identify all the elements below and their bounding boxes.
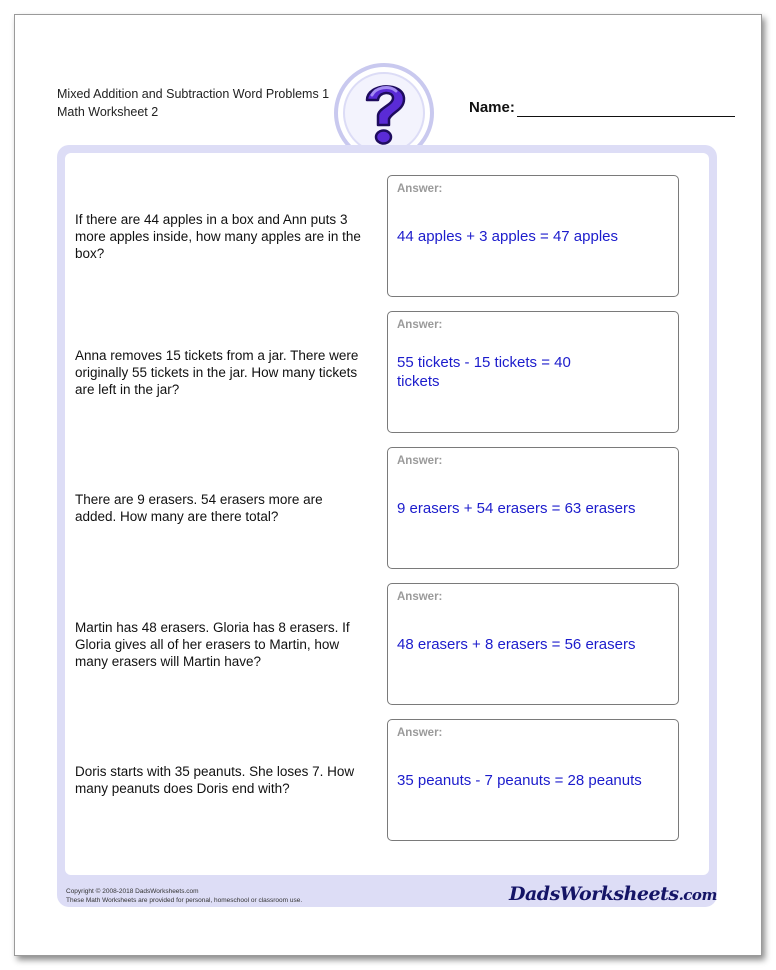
answer-box[interactable] (387, 447, 679, 569)
usage-note: These Math Worksheets are provided for personal, homeschool or classroom use. (66, 897, 303, 904)
brand-name: DadsWorksheets (509, 883, 679, 905)
worksheet-page (14, 14, 762, 956)
question-text: Doris starts with 35 peanuts. She loses 7. How many peanuts does Doris end with? (75, 764, 355, 796)
problems-panel (65, 153, 709, 875)
answer-label: Answer: (397, 319, 443, 331)
problem-row-3 (65, 447, 709, 583)
question-text: If there are 44 apples in a box and Ann puts 3 more apples inside, how many apples are in the box? (75, 211, 361, 261)
name-field-line[interactable] (517, 116, 735, 117)
answer-text: 35 peanuts - 7 peanuts = 28 peanuts (397, 771, 642, 789)
answer-text: 9 erasers + 54 erasers = 63 erasers (397, 499, 636, 517)
answer-box[interactable] (387, 583, 679, 705)
answer-box[interactable] (387, 175, 679, 297)
name-label: Name: (469, 99, 515, 116)
answer-text: 55 tickets - 15 tickets = 40 tickets (397, 354, 571, 390)
problem-row-1 (65, 175, 709, 311)
question-text: Anna removes 15 tickets from a jar. There were originally 55 tickets in the jar. How many tickets are left in the jar? (75, 347, 359, 397)
worksheet-title (57, 85, 329, 121)
problem-row-5 (65, 719, 709, 855)
answer-label: Answer: (397, 183, 443, 195)
problem-row-2 (65, 311, 709, 447)
answer-label: Answer: (397, 591, 443, 603)
brand-suffix: .com (678, 886, 717, 904)
answer-label: Answer: (397, 455, 443, 467)
answer-box[interactable] (387, 719, 679, 841)
problem-row-4 (65, 583, 709, 719)
brand-logo[interactable] (509, 883, 717, 905)
title-line-2: Math Worksheet 2 (57, 105, 159, 119)
question-text: Martin has 48 erasers. Gloria has 8 erasers. If Gloria gives all of her erasers to Martin, how many erasers will Martin have? (75, 619, 350, 669)
answer-text: 44 apples + 3 apples = 47 apples (397, 227, 619, 245)
copyright-text: Copyright © 2008-2018 DadsWorksheets.com (66, 888, 199, 895)
problems-frame (57, 145, 717, 907)
footer-text (66, 887, 302, 905)
question-text: There are 9 erasers. 54 erasers more are added. How many are there total? (75, 492, 323, 524)
answer-box[interactable] (387, 311, 679, 433)
answer-text: 48 erasers + 8 erasers = 56 erasers (397, 635, 636, 653)
answer-label: Answer: (397, 727, 443, 739)
title-line-1: Mixed Addition and Subtraction Word Problems 1 (57, 87, 330, 101)
